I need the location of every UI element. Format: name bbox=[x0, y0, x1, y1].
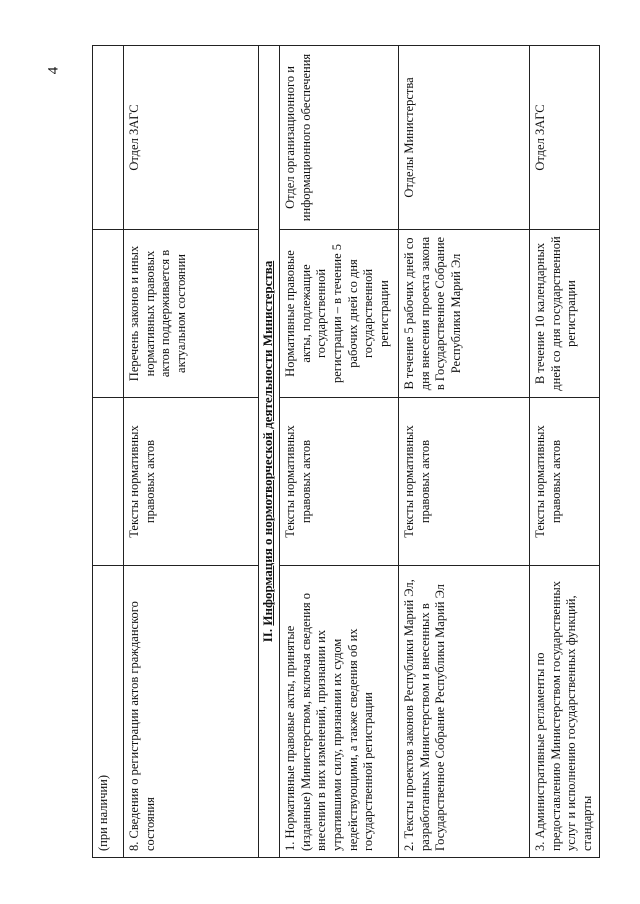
document-sheet bbox=[92, 46, 594, 858]
cell-period bbox=[93, 230, 124, 398]
cell-responsible: Отдел организационного и информационного обеспечения bbox=[280, 46, 399, 230]
cell-responsible: Отдел ЗАГС bbox=[530, 46, 600, 230]
table-row bbox=[93, 46, 124, 858]
cell-period: В течение 5 рабочих дней со дня внесения проекта закона в Государственное Собрание Республики Марий Эл bbox=[399, 230, 530, 398]
cell-period: Нормативные правовые акты, подлежащие государственной регистрации – в течение 5 рабочих дней со дня государственной регистрации bbox=[280, 230, 399, 398]
table-row bbox=[280, 46, 399, 858]
cell-form: Тексты нормативных правовых актов bbox=[280, 398, 399, 566]
cell-period: Перечень законов и иных нормативных правовых актов поддерживается в актуальном состоянии bbox=[124, 230, 259, 398]
cell-description: (при наличии) bbox=[93, 566, 124, 858]
cell-description: 1. Нормативные правовые акты, принятые (изданные) Министерством, включая сведения о внесении в них изменений, признании их утратившими силу, признании их судом недействующими, а также сведения об их государственной регистрации bbox=[280, 566, 399, 858]
cell-description: 8. Сведения о регистрации актов гражданского состояния bbox=[124, 566, 259, 858]
cell-responsible: Отдел ЗАГС bbox=[124, 46, 259, 230]
cell-form: Тексты нормативных правовых актов bbox=[530, 398, 600, 566]
section-number: II. bbox=[260, 628, 275, 643]
table-row bbox=[124, 46, 259, 858]
cell-description: 3. Административные регламенты по предоставлению Министерством государственных услуг и исполнению государственных функций, стандарты bbox=[530, 566, 600, 858]
table-row bbox=[399, 46, 530, 858]
information-table bbox=[92, 45, 600, 858]
section-heading bbox=[259, 46, 280, 858]
cell-description: 2. Тексты проектов законов Республики Марий Эл, разработанных Министерством и внесенных в Государственное Собрание Республики Марий Эл bbox=[399, 566, 530, 858]
page-number: 4 bbox=[45, 66, 62, 75]
section-title: Информация о нормотворческой деятельности Министерства bbox=[260, 260, 275, 626]
cell-form: Тексты нормативных правовых актов bbox=[124, 398, 259, 566]
cell-period: В течение 10 календарных дней со дня государственной регистрации bbox=[530, 230, 600, 398]
cell-responsible: Отделы Министерства bbox=[399, 46, 530, 230]
cell-form: Тексты нормативных правовых актов bbox=[399, 398, 530, 566]
section-heading-row bbox=[259, 46, 280, 858]
cell-responsible bbox=[93, 46, 124, 230]
table-row bbox=[530, 46, 600, 858]
cell-form bbox=[93, 398, 124, 566]
